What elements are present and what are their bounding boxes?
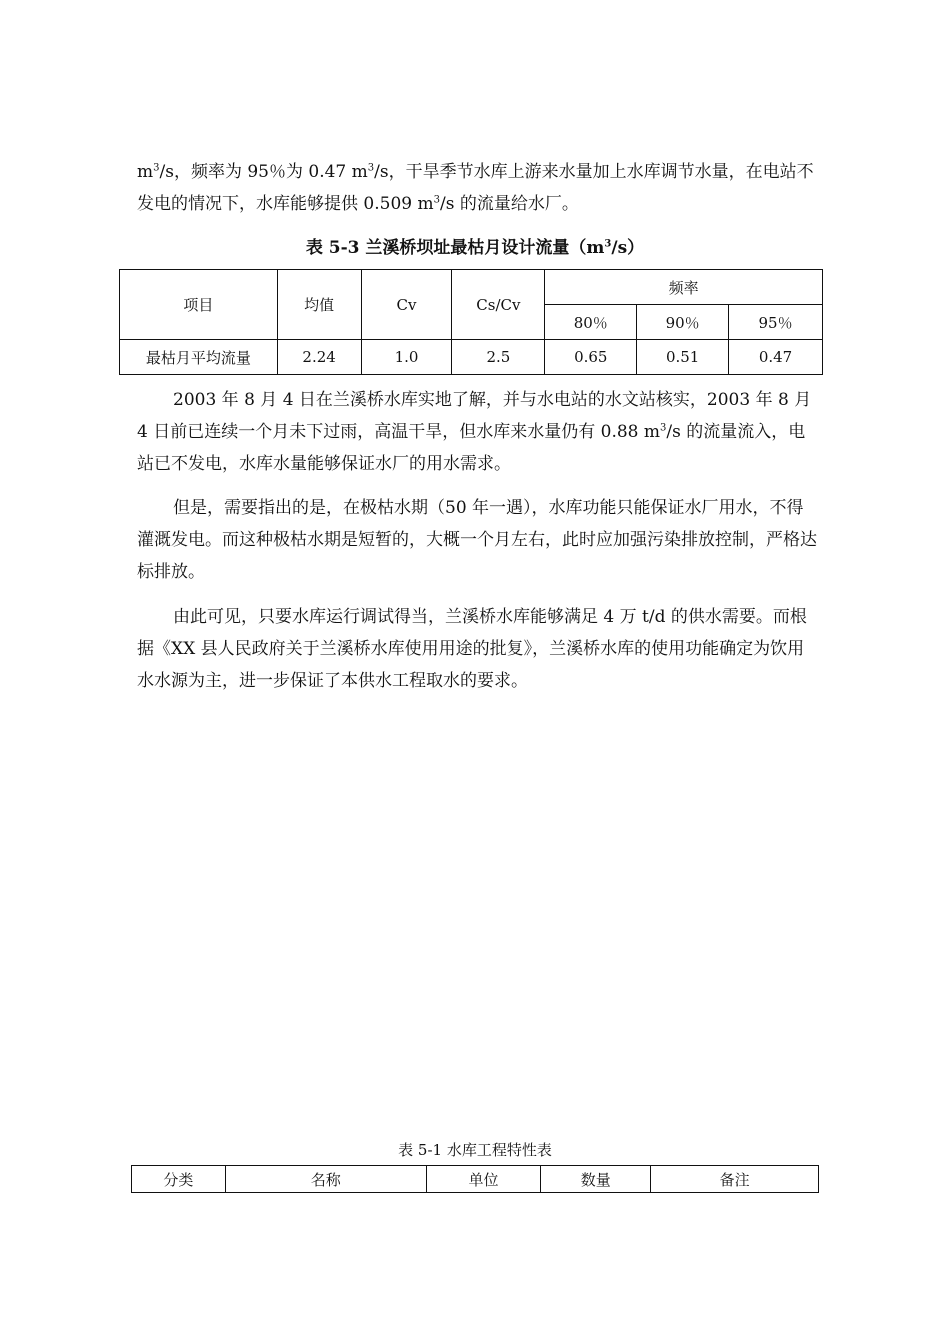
paragraph-3: 但是，需要指出的是，在极枯水期（50 年一遇），水库功能只能保证水厂用水，不得灌溉发电。而这种极枯水期是短暂的，大概一个月左右，此时应加强污染排放控制，严格达标排放。	[137, 498, 817, 582]
cell-cv: 1.0	[361, 340, 452, 375]
header-remark: 备注	[651, 1166, 819, 1193]
table-5-1	[131, 1165, 819, 1193]
cell-p95: 0.47	[729, 340, 823, 375]
header-unit: 单位	[426, 1166, 541, 1193]
table-header-row	[132, 1166, 819, 1193]
table-5-1-caption: 表 5-1 水库工程特性表	[398, 1141, 552, 1159]
header-item: 项目	[120, 270, 278, 340]
header-p90: 90％	[637, 305, 729, 340]
cell-label: 最枯月平均流量	[120, 340, 278, 375]
cell-p80: 0.65	[545, 340, 637, 375]
header-category: 分类	[132, 1166, 226, 1193]
header-cv: Cv	[361, 270, 452, 340]
table-header-row	[120, 270, 823, 305]
paragraph-2: 2003 年 8 月 4 日在兰溪桥水库实地了解，并与水电站的水文站核实，2003 年 8 月 4 日前已连续一个月未下过雨，高温干旱，但水库来水量仍有 0.88 $m^3/s$ 的流量流入，电站已不发电，水库水量能够保证水厂的用水需求。	[137, 390, 812, 474]
cell-cscv: 2.5	[452, 340, 545, 375]
paragraph-4: 由此可见，只要水库运行调试得当，兰溪桥水库能够满足 4 万 t/d 的供水需要。而根据《XX 县人民政府关于兰溪桥水库使用用途的批复》，兰溪桥水库的使用功能确定为饮用水水源为主，进一步保证了本供水工程取水的要求。	[137, 607, 807, 691]
cell-p90: 0.51	[637, 340, 729, 375]
table-5-3-caption: 表 5-3 兰溪桥坝址最枯月设计流量$(m^3/s)$	[305, 238, 645, 258]
header-frequency: 频率	[545, 270, 823, 305]
table-row	[120, 340, 823, 375]
paragraph-1: $m^3/s$，频率为 95％为 0.47 $m^3/s$，干旱季节水库上游来水量加上水库调节水量，在电站不发电的情况下，水库能够提供 0.509 $m^3/s$ 的流量给水厂。	[137, 162, 814, 214]
header-mean: 均值	[277, 270, 361, 340]
header-p80: 80％	[545, 305, 637, 340]
cell-mean: 2.24	[277, 340, 361, 375]
header-name: 名称	[225, 1166, 426, 1193]
header-p95: 95％	[729, 305, 823, 340]
header-quantity: 数量	[541, 1166, 651, 1193]
header-cscv: Cs/Cv	[452, 270, 545, 340]
table-5-3	[119, 269, 823, 375]
